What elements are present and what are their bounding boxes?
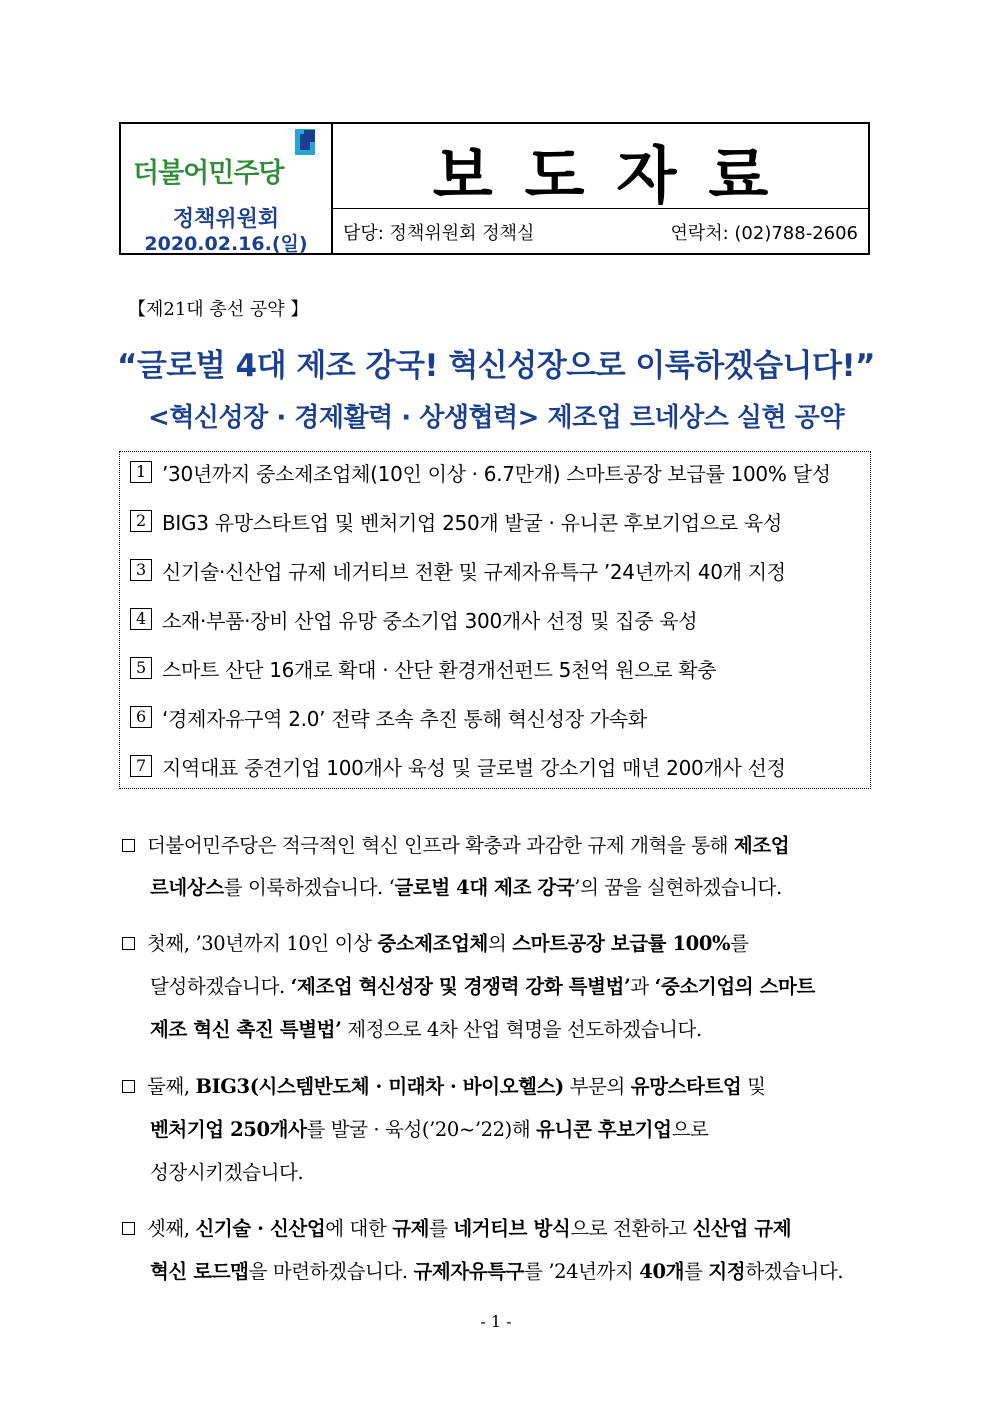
pledge-text: 지역대표 중견기업 100개사 육성 및 글로벌 강소기업 매년 200개사 선정 xyxy=(162,755,786,780)
subheadline: <혁신성장 · 경제활력 · 상생협력> 제조업 르네상스 실현 공약 xyxy=(148,403,844,433)
pledge-number: 7 xyxy=(130,755,152,777)
pledge-text: ‘경제자유구역 2.0’ 전략 조속 추진 통해 혁신성장 가속화 xyxy=(162,706,647,731)
party-name: 더불어민주당 xyxy=(133,158,284,189)
page-number: - 1 - xyxy=(480,1312,512,1331)
pledge-item xyxy=(130,506,782,536)
pledge-text: 소재·부품·장비 산업 유망 중소기업 300개사 선정 및 집중 육성 xyxy=(162,608,698,633)
pledge-text: 신기술·신산업 규제 네거티브 전환 및 규제자유특구 ’24년까지 40개 지정 xyxy=(162,559,786,584)
contact-cell xyxy=(333,209,868,253)
contact-person: 담당: 정책위원회 정책실 xyxy=(343,223,535,244)
pledge-item xyxy=(130,751,786,781)
pledge-item xyxy=(130,457,831,487)
checkbox-bullet-icon xyxy=(122,1222,135,1235)
contact-phone: 연락처: (02)788-2606 xyxy=(670,223,858,244)
checkbox-bullet-icon xyxy=(122,937,135,950)
title-cell xyxy=(333,124,868,212)
pledge-item xyxy=(130,702,647,732)
pledge-number: 5 xyxy=(130,657,152,679)
committee-name: 정책위원회 xyxy=(172,207,280,232)
checkbox-bullet-icon xyxy=(122,839,135,852)
pledge-number: 2 xyxy=(130,510,152,532)
pledge-number: 1 xyxy=(130,461,152,483)
pledge-item xyxy=(130,604,697,634)
release-date: 2020.02.16.(일) xyxy=(144,233,308,255)
pledge-number: 3 xyxy=(130,559,152,581)
pledge-text: 스마트 산단 16개로 확대 · 산단 환경개선펀드 5천억 원으로 확충 xyxy=(162,657,717,682)
pledge-number: 4 xyxy=(130,608,152,630)
headline: “글로벌 4대 제조 강국! 혁신성장으로 이룩하겠습니다!” xyxy=(117,348,875,384)
pledge-box xyxy=(119,451,871,789)
logo-cell xyxy=(121,124,333,253)
pledge-text: BIG3 유망스타트업 및 벤처기업 250개 발굴 · 유니콘 후보기업으로 육성 xyxy=(162,510,782,535)
pledge-number: 6 xyxy=(130,706,152,728)
election-tag: 【제21대 총선 공약 】 xyxy=(128,299,309,320)
pledge-item xyxy=(130,653,716,683)
press-release-title: 보도자료 xyxy=(432,139,801,212)
pledge-text: ’30년까지 중소제조업체(10인 이상 · 6.7만개) 스마트공장 보급률 100% 달성 xyxy=(162,461,831,486)
checkbox-bullet-icon xyxy=(122,1080,135,1093)
party-logo-icon xyxy=(294,128,316,156)
header-box xyxy=(119,122,870,255)
pledge-item xyxy=(130,555,786,585)
